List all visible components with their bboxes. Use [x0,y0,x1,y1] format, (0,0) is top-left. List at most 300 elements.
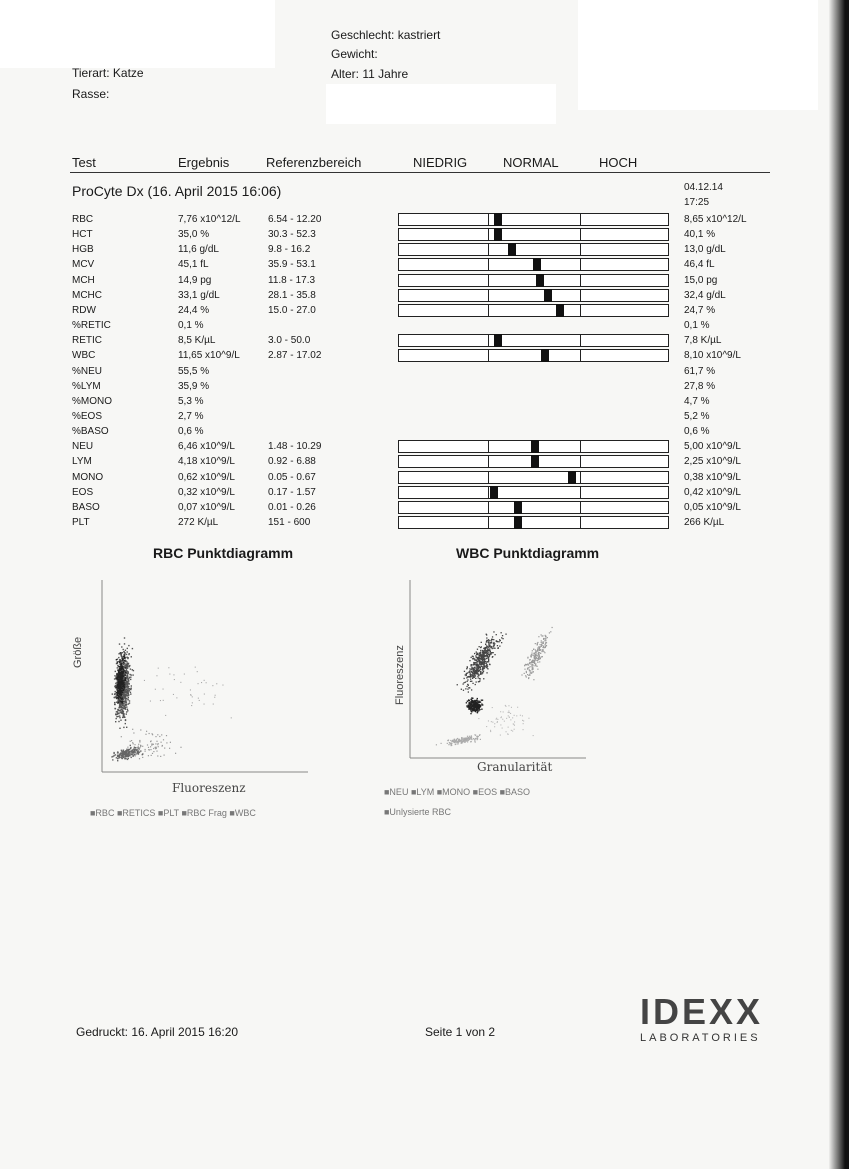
scatter-point [535,663,536,664]
scatter-point [126,713,127,714]
row-previous-result: 2,25 x10^9/L [684,456,741,467]
scatter-point [155,747,156,748]
scatter-point [492,722,493,723]
scatter-point [512,731,513,732]
scatter-point [184,674,185,675]
scatter-point [457,738,458,739]
scatter-point [494,648,495,649]
scatter-point [122,755,123,756]
row-reference: 0.05 - 0.67 [268,472,316,483]
scatter-point [133,754,134,755]
row-result: 2,7 % [178,411,204,422]
scatter-point [163,739,164,740]
row-result: 11,65 x10^9/L [178,350,240,361]
scatter-point [470,705,471,706]
scatter-point [487,661,488,662]
scatter-point [471,737,472,738]
scatter-point [476,673,477,674]
scatter-point [121,684,122,685]
scatter-point [120,692,121,693]
scatter-point [114,704,115,705]
scatter-point [500,724,501,725]
scatter-point [524,665,525,666]
scatter-point [127,710,128,711]
range-bar-divider [580,502,581,513]
scatter-point [131,656,132,657]
scatter-point [168,667,169,668]
range-bar [398,274,669,287]
scatter-point [117,758,118,759]
scatter-point [461,743,462,744]
scatter-point [531,653,532,654]
idexx-logo [640,991,790,1044]
scatter-point [455,740,456,741]
scatter-point [489,655,490,656]
col-referenzbereich: Referenzbereich [266,155,362,170]
range-bar-marker [494,334,502,347]
scatter-point [166,735,167,736]
scatter-point [138,744,139,745]
scatter-point [447,743,448,744]
scatter-point [537,655,538,656]
scatter-point [129,700,130,701]
header-divider [70,172,770,173]
row-reference: 28.1 - 35.8 [268,290,316,301]
row-previous-result: 4,7 % [684,396,710,407]
scatter-point [541,642,542,643]
scatter-point [120,652,121,653]
scatter-point [477,676,478,677]
scatter-point [127,651,128,652]
scatter-point [118,653,119,654]
row-previous-result: 40,1 % [684,229,716,240]
scatter-point [464,682,465,683]
row-result: 8,5 K/µL [178,335,216,346]
scatter-point [124,758,125,759]
scatter-point [477,705,478,706]
scatter-point [134,752,135,753]
scatter-point [116,673,117,674]
scatter-point [524,673,525,674]
row-previous-result: 24,7 % [684,305,716,316]
scatter-point [542,636,543,637]
scatter-point [126,706,127,707]
range-bar-divider [488,305,489,316]
scatter-point [486,641,487,642]
row-test-name: NEU [72,441,94,452]
scatter-point [112,693,113,694]
scatter-point [486,672,487,673]
col-ergebnis: Ergebnis [178,155,230,170]
scatter-point [132,648,133,649]
scatter-point [121,664,122,665]
row-test-name: %RETIC [72,320,111,331]
scatter-point [493,646,494,647]
scatter-point [123,680,124,681]
scatter-point [155,748,156,749]
scatter-point [133,743,134,744]
scatter-point [479,653,480,654]
scatter-point [492,639,493,640]
scatter-point [537,666,538,667]
scatter-point [494,643,495,644]
scatter-point [532,660,533,661]
scatter-point [479,701,480,702]
scatter-point [477,708,478,709]
scatter-point [118,679,119,680]
scatter-point [475,678,476,679]
scatter-point [119,728,120,729]
scatter-point [496,719,497,720]
row-reference: 9.8 - 16.2 [268,244,311,255]
row-reference: 15.0 - 27.0 [268,305,316,316]
scatter-point [467,681,468,682]
scatter-point [116,718,117,719]
scatter-point [525,675,526,676]
scatter-point [537,669,538,670]
scatter-point [120,686,121,687]
scatter-point [542,649,543,650]
scatter-point [204,694,205,695]
scatter-point [545,642,546,643]
range-bar-divider [488,350,489,361]
scatter-point [137,747,138,748]
row-test-name: HGB [72,244,94,255]
row-test-name: PLT [72,517,90,528]
row-result: 11,6 g/dL [178,244,219,255]
scatter-point [156,675,157,676]
scatter-point [470,713,471,714]
scatter-point [474,667,475,668]
scatter-point [481,666,482,667]
scatter-point [151,745,152,746]
scatter-point [507,733,508,734]
scatter-point [476,681,477,682]
scatter-point [119,660,120,661]
scatter-point [153,748,154,749]
scatter-point [139,747,140,748]
scatter-point [164,748,165,749]
scatter-point [465,740,466,741]
scatter-point [459,740,460,741]
scatter-point [470,679,471,680]
scatter-point [472,698,473,699]
row-test-name: MONO [72,472,104,483]
scatter-point [124,675,125,676]
scatter-point [532,650,533,651]
row-test-name: LYM [72,456,92,467]
range-bar-divider [488,517,489,528]
scatter-point [541,640,542,641]
scatter-point [133,755,134,756]
scatter-point [486,634,487,635]
scatter-point [215,695,216,696]
scatter-point [498,641,499,642]
scatter-point [487,647,488,648]
scatter-point [121,756,122,757]
rbc-ylabel: Größe [72,636,84,668]
scatter-point [473,709,474,710]
scatter-point [120,711,121,712]
scatter-point [118,657,119,658]
scatter-point [118,674,119,675]
scatter-point [468,685,469,686]
scatter-point [490,731,491,732]
scatter-point [116,692,117,693]
scatter-point [157,744,158,745]
scatter-point [119,704,120,705]
scatter-point [480,647,481,648]
range-bar-divider [580,472,581,483]
scatter-point [474,705,475,706]
row-previous-result: 0,05 x10^9/L [684,502,741,513]
scatter-point [478,667,479,668]
scatter-point [441,743,442,744]
scatter-point [137,749,138,750]
scatter-point [119,694,120,695]
row-previous-result: 5,2 % [684,411,710,422]
scatter-point [480,652,481,653]
range-bar-divider [488,275,489,286]
scatter-point [475,684,476,685]
scatter-point [538,657,539,658]
scatter-point [119,688,120,689]
scatter-point [145,734,146,735]
scatter-point [476,654,477,655]
row-test-name: %NEU [72,366,103,377]
scatter-point [125,665,126,666]
scatter-point [176,697,177,698]
scatter-point [133,732,134,733]
row-reference: 0.01 - 0.26 [268,502,316,513]
scatter-point [127,676,128,677]
scatter-point [467,689,468,690]
scatter-point [537,647,538,648]
scatter-point [481,709,482,710]
scatter-point [150,701,151,702]
row-reference: 6.54 - 12.20 [268,214,322,225]
scatter-point [123,695,124,696]
scatter-point [476,736,477,737]
scatter-point [465,688,466,689]
scatter-point [153,751,154,752]
scatter-point [465,738,466,739]
range-bar-divider [488,441,489,452]
scatter-point [471,689,472,690]
scatter-point [480,663,481,664]
scatter-point [483,668,484,669]
scatter-point [138,750,139,751]
scatter-point [521,674,522,675]
row-result: 7,76 x10^12/L [178,214,241,225]
scatter-point [492,707,493,708]
scatter-point [129,665,130,666]
scatter-point [520,715,521,716]
scatter-point [528,718,529,719]
scatter-point [118,757,119,758]
scatter-point [527,663,528,664]
scatter-point [471,664,472,665]
row-reference: 11.8 - 17.3 [268,275,316,286]
range-bar-divider [488,214,489,225]
scatter-point [540,644,541,645]
scatter-point [468,676,469,677]
scatter-point [115,721,116,722]
scatter-point [169,748,170,749]
scatter-point [492,636,493,637]
wbc-ylabel: Fluoreszenz [394,645,406,705]
scatter-point [125,723,126,724]
scatter-point [494,654,495,655]
scatter-point [478,702,479,703]
scatter-point [488,641,489,642]
scatter-point [522,715,523,716]
scatter-point [478,660,479,661]
scatter-point [130,679,131,680]
scatter-point [142,746,143,747]
scatter-point [474,740,475,741]
scatter-point [535,643,536,644]
scatter-point [117,709,118,710]
scatter-point [532,664,533,665]
scatter-point [449,742,450,743]
scatter-point [126,689,127,690]
scatter-point [447,740,448,741]
scatter-point [543,643,544,644]
scatter-point [497,719,498,720]
row-test-name: RBC [72,214,94,225]
scatter-point [457,744,458,745]
scatter-point [474,673,475,674]
scatter-point [455,744,456,745]
scatter-point [534,653,535,654]
scatter-point [500,735,501,736]
scatter-point [480,664,481,665]
scatter-point [486,637,487,638]
scatter-point [535,658,536,659]
geschlecht-label: Geschlecht: [331,28,395,42]
scatter-point [148,747,149,748]
scatter-point [506,731,507,732]
range-bar [398,258,669,271]
scatter-point [173,694,174,695]
row-result: 45,1 fL [178,259,209,270]
scatter-point [159,736,160,737]
scatter-point [140,745,141,746]
scatter-point [114,686,115,687]
scatter-point [164,755,165,756]
scatter-point [127,671,128,672]
scatter-point [118,676,119,677]
scatter-point [474,653,475,654]
scatter-point [472,709,473,710]
scatter-point [508,715,509,716]
scatter-point [138,749,139,750]
range-bar [398,213,669,226]
range-bar [398,289,669,302]
row-result: 6,46 x10^9/L [178,441,235,452]
scatter-point [530,666,531,667]
range-bar-marker [544,289,552,302]
scatter-point [543,639,544,640]
range-bar-marker [514,516,522,529]
scatter-point [118,692,119,693]
scatter-point [494,726,495,727]
scatter-point [158,746,159,747]
scatter-point [502,635,503,636]
scatter-point [125,684,126,685]
scatter-point [130,692,131,693]
row-test-name: %MONO [72,396,112,407]
scatter-point [483,671,484,672]
scatter-point [475,671,476,672]
scatter-point [124,655,125,656]
scatter-point [191,705,192,706]
range-bar [398,440,669,453]
scatter-point [121,698,122,699]
scatter-point [549,632,550,633]
gewicht-field [331,47,378,61]
scatter-point [132,749,133,750]
row-reference: 3.0 - 50.0 [268,335,311,346]
scatter-point [123,689,124,690]
scatter-point [534,662,535,663]
scatter-point [231,717,232,718]
scatter-point [489,649,490,650]
scatter-point [130,741,131,742]
scatter-point [478,665,479,666]
scatter-point [114,702,115,703]
row-previous-result: 13,0 g/dL [684,244,726,255]
scatter-point [510,713,511,714]
scatter-point [530,662,531,663]
scatter-point [130,753,131,754]
scatter-point [489,664,490,665]
scatter-point [126,682,127,683]
scatter-point [462,741,463,742]
scatter-point [536,654,537,655]
scatter-point [130,751,131,752]
scatter-point [150,749,151,750]
range-bar-divider [580,487,581,498]
scatter-point [212,685,213,686]
scatter-point [477,711,478,712]
row-reference: 0.17 - 1.57 [268,487,316,498]
range-bar-marker [533,258,541,271]
scatter-point [122,689,123,690]
scatter-point [478,736,479,737]
scatter-point [120,665,121,666]
scatter-point [126,704,127,705]
scatter-point [493,652,494,653]
scatter-point [453,742,454,743]
scatter-point [471,667,472,668]
row-previous-result: 8,10 x10^9/L [684,350,741,361]
scatter-point [121,678,122,679]
scatter-point [157,734,158,735]
scatter-point [502,728,503,729]
scatter-point [466,740,467,741]
range-bar-divider [580,350,581,361]
scatter-point [473,664,474,665]
scatter-point [479,656,480,657]
scatter-point [545,636,546,637]
row-result: 24,4 % [178,305,210,316]
scatter-point [491,721,492,722]
scatter-point [544,640,545,641]
scatter-point [472,683,473,684]
scatter-point [119,710,120,711]
